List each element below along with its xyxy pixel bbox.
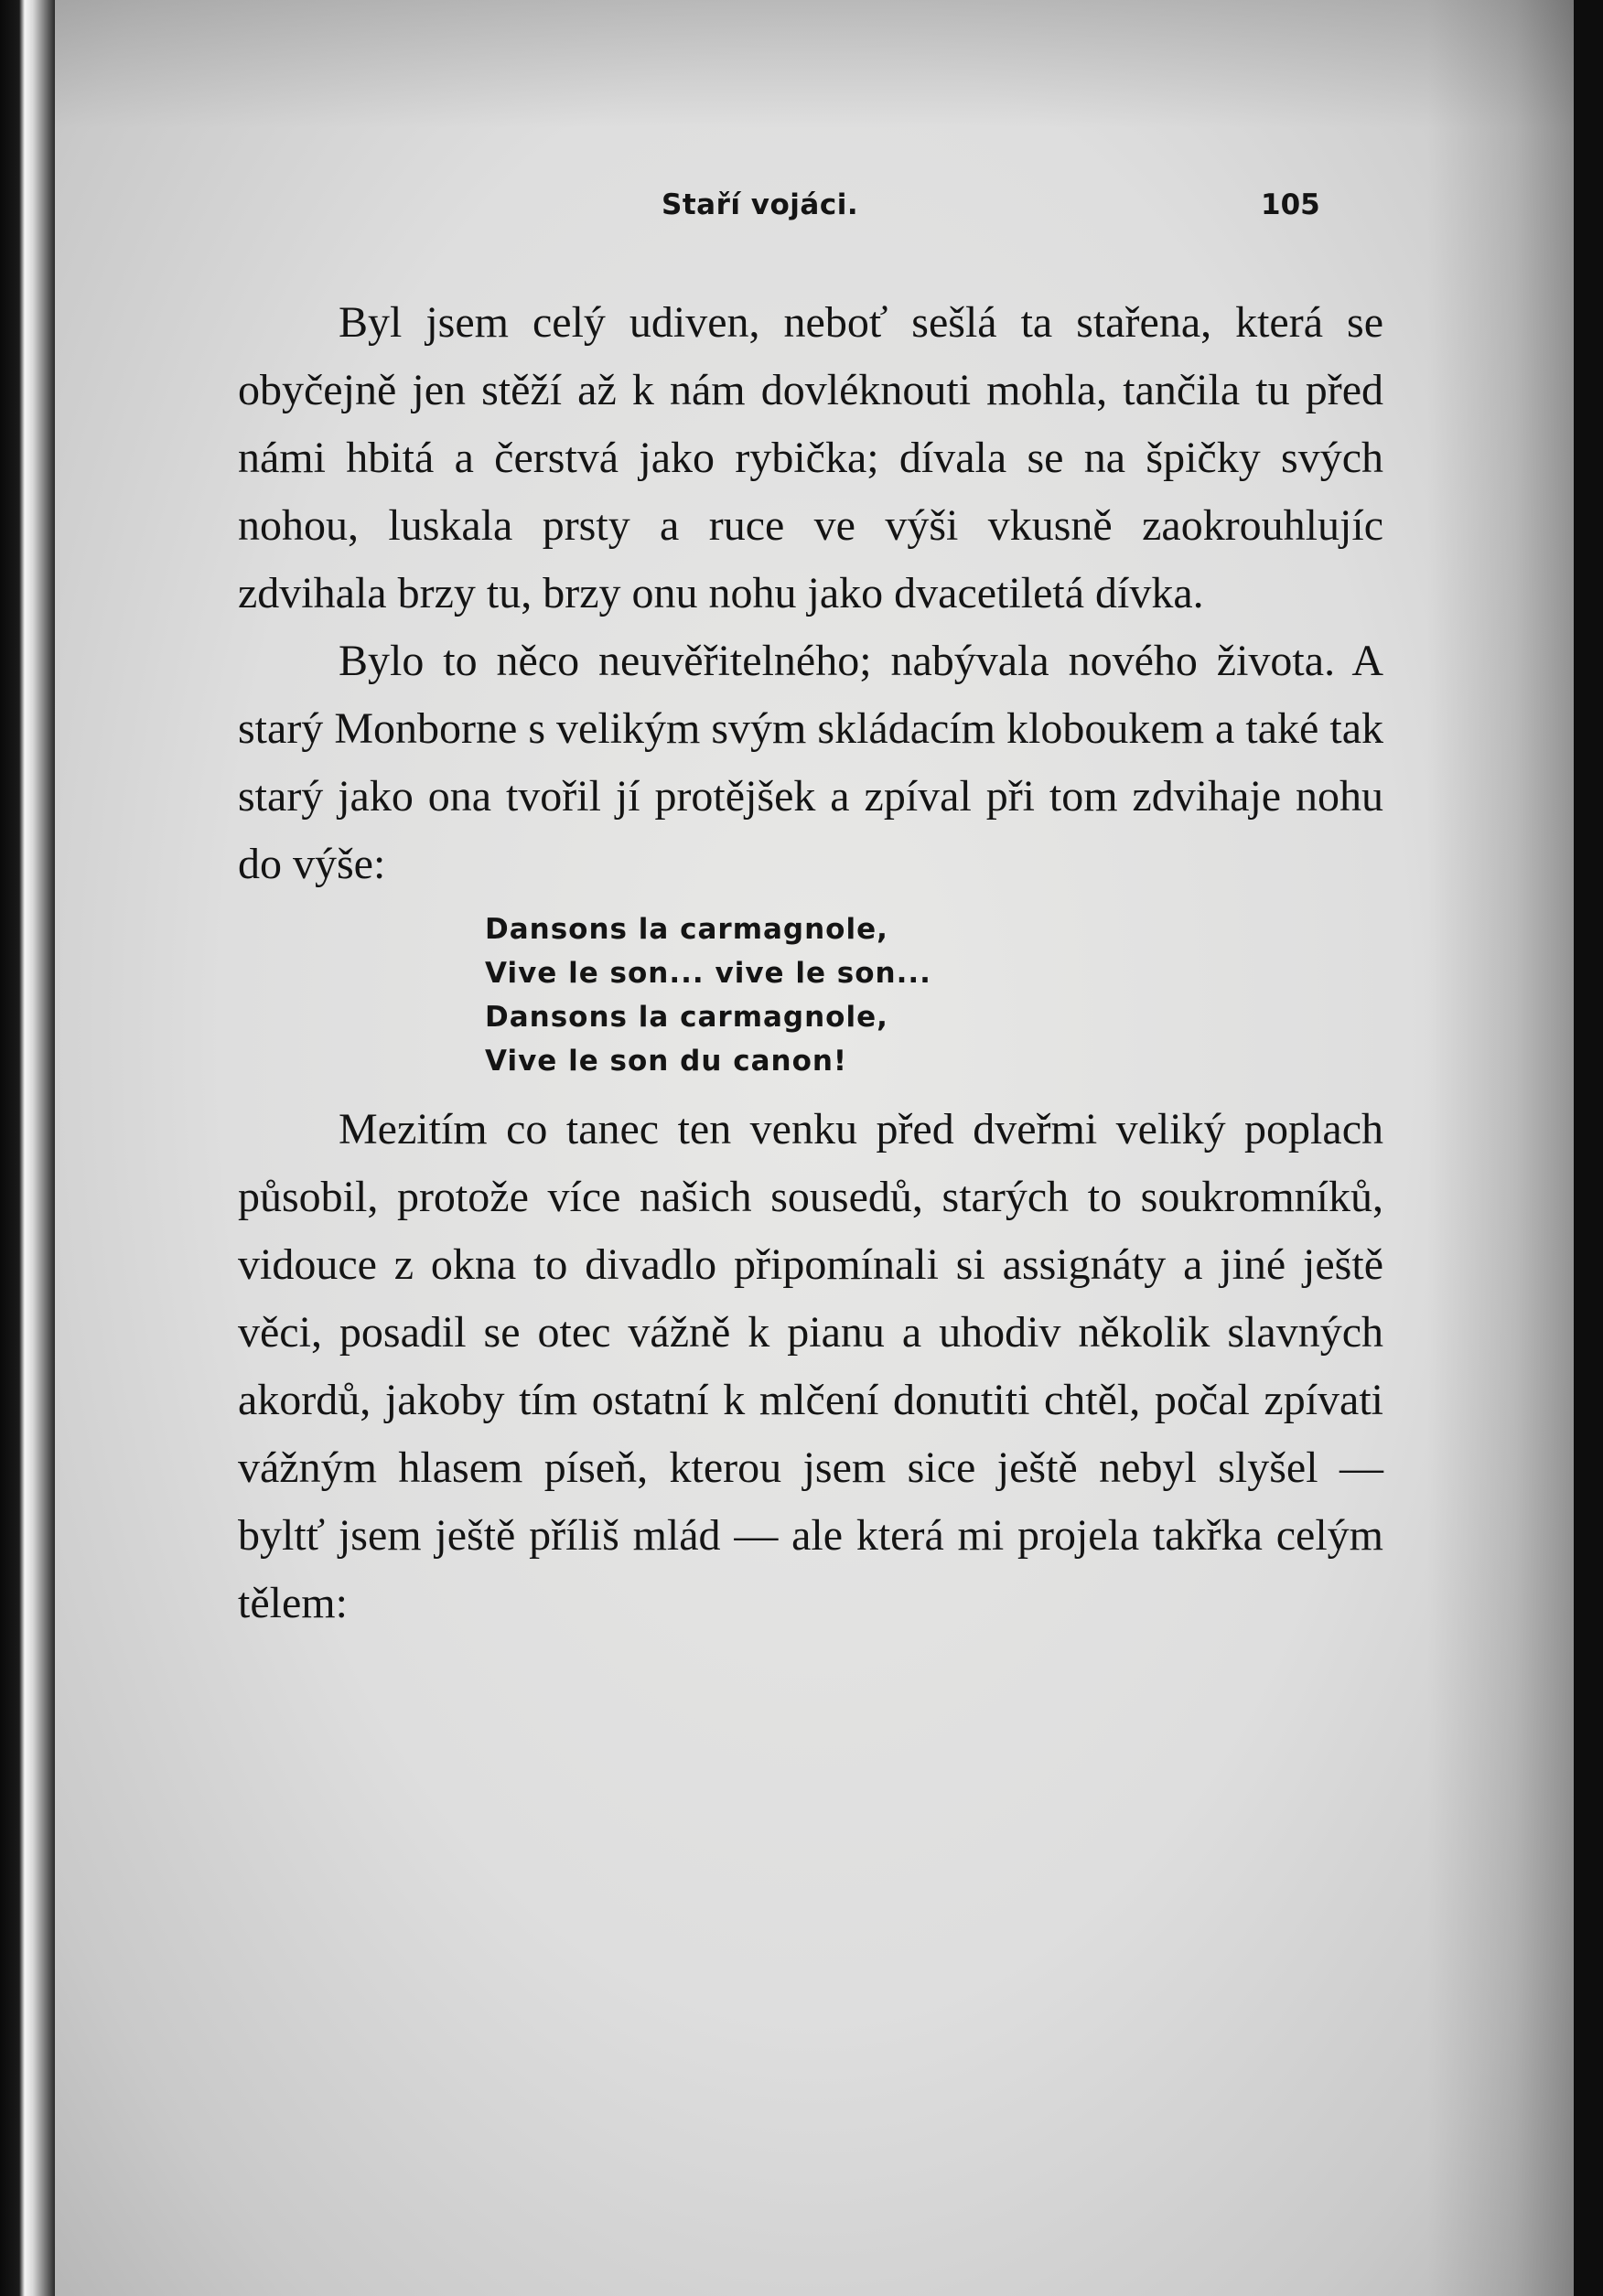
verse-line: Vive le son du canon! xyxy=(485,1045,848,1078)
page-header xyxy=(55,183,1574,238)
right-scan-edge xyxy=(1574,0,1603,2296)
page-number: 105 xyxy=(1261,188,1320,221)
left-page-edge xyxy=(0,0,55,2296)
running-title: Staří vojáci. xyxy=(662,188,859,221)
verse-line: Dansons la carmagnole, xyxy=(485,913,888,946)
paragraph: Bylo to něco neuvěřitelného; nabývala nového života. A starý Monborne s velikým svým skládacím kloboukem a také tak starý jako ona tvořil jí protějšek a zpíval při tom zdvihaje nohu do výše: xyxy=(238,637,1383,888)
song-verse xyxy=(485,907,1383,1083)
paragraph: Byl jsem celý udiven, neboť sešlá ta stařena, která se obyčejně jen stěží až k nám dovléknouti mohla, tančila tu před námi hbitá a čerstvá jako rybička; dívala se na špičky svých nohou, luskala prsty a ruce ve výši vkusně zaokrouhlujíc zdvihala brzy tu, brzy onu nohu jako dvacetiletá dívka. xyxy=(238,298,1383,617)
verse-line: Vive le son... vive le son... xyxy=(485,957,931,990)
verse-line: Dansons la carmagnole, xyxy=(485,1001,888,1034)
body-text xyxy=(238,289,1383,1637)
book-page xyxy=(55,0,1574,2296)
paragraph: Mezitím co tanec ten venku před dveřmi veliký poplach působil, protože více našich sousedů, starých to soukromníků, vidouce z okna to divadlo připomínali si assignáty a jiné ještě věci, posadil se otec vážně k pianu a uhodiv několik slavných akordů, jakoby tím ostatní k mlčení donutiti chtěl, počal zpívati vážným hlasem píseň, kterou jsem sice ještě nebyl slyšel — byltť jsem ještě příliš mlád — ale která mi projela takřka celým tělem: xyxy=(238,1105,1383,1627)
